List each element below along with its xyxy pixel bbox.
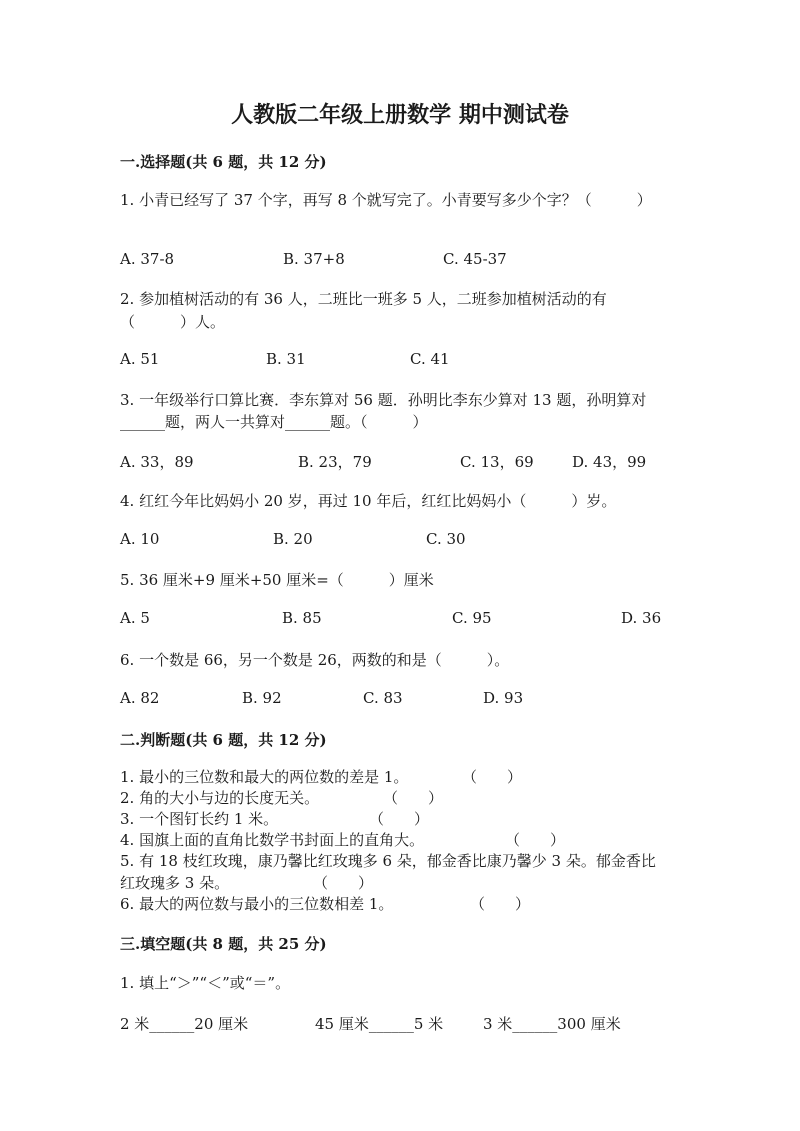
question-text: 2. 参加植树活动的有 36 人，二班比一班多 5 人，二班参加植树活动的有 (120, 290, 607, 308)
question-text-line2: ______题，两人一共算对______题。（ ） (120, 413, 428, 431)
judgment-item: 4. 国旗上面的直角比数学书封面上的直角大。 (120, 831, 425, 849)
question-text: 1. 小青已经写了 37 个字，再写 8 个就写完了。小青要写多少个字？（ ） (120, 191, 652, 209)
option-c: C. 95 (452, 609, 492, 627)
judgment-item: 2. 角的大小与边的长度无关。 (120, 789, 320, 807)
option-a: A. 82 (120, 689, 160, 707)
option-b: B. 37+8 (283, 250, 345, 268)
option-a: A. 33，89 (120, 453, 194, 471)
answer-blank: （ ） (505, 831, 566, 849)
option-d: D. 43，99 (572, 453, 647, 471)
page-title: 人教版二年级上册数学 期中测试卷 (231, 102, 569, 128)
answer-blank: （ ） (369, 810, 430, 828)
question-text: 4. 红红今年比妈妈小 20 岁，再过 10 年后，红红比妈妈小（ ）岁。 (120, 492, 617, 510)
option-b: B. 23，79 (298, 453, 372, 471)
option-d: D. 36 (621, 609, 662, 627)
question-text-line2: （ ）人。 (120, 313, 226, 331)
fill-blank-item: 3 米______300 厘米 (483, 1015, 621, 1033)
option-a: A. 37-8 (120, 250, 175, 268)
question-text: 3. 一年级举行口算比赛．李东算对 56 题．孙明比李东少算对 13 题，孙明算对 (120, 391, 647, 409)
option-c: C. 13，69 (460, 453, 534, 471)
option-d: D. 93 (483, 689, 524, 707)
answer-blank: （ ） (313, 874, 374, 892)
option-b: B. 92 (242, 689, 282, 707)
option-c: C. 41 (410, 350, 450, 368)
judgment-item: 1. 最小的三位数和最大的两位数的差是 1。 (120, 768, 409, 786)
option-b: B. 20 (273, 530, 313, 548)
option-b: B. 85 (282, 609, 322, 627)
answer-blank: （ ） (383, 789, 444, 807)
option-a: A. 5 (120, 609, 150, 627)
question-text: 1. 填上“＞”“＜”或“＝”。 (120, 974, 291, 992)
judgment-item: 6. 最大的两位数与最小的三位数相差 1。 (120, 895, 394, 913)
option-c: C. 30 (426, 530, 466, 548)
fill-blank-item: 2 米______20 厘米 (120, 1015, 249, 1033)
option-c: C. 83 (363, 689, 403, 707)
option-b: B. 31 (266, 350, 306, 368)
question-text: 6. 一个数是 66，另一个数是 26，两数的和是（ ）。 (120, 651, 510, 669)
judgment-item-line2: 红玫瑰多 3 朵。 (120, 874, 230, 892)
judgment-item: 3. 一个图钉长约 1 米。 (120, 810, 279, 828)
section-heading-judgment: 二.判断题(共 6 题，共 12 分) (120, 731, 327, 749)
question-text: 5. 36 厘米+9 厘米+50 厘米=（ ）厘米 (120, 571, 434, 589)
option-a: A. 10 (120, 530, 160, 548)
option-c: C. 45-37 (443, 250, 507, 268)
fill-blank-item: 45 厘米______5 米 (315, 1015, 444, 1033)
answer-blank: （ ） (470, 895, 531, 913)
answer-blank: （ ） (462, 768, 523, 786)
section-heading-choice: 一.选择题(共 6 题，共 12 分) (120, 153, 327, 171)
section-heading-fill: 三.填空题(共 8 题，共 25 分) (120, 935, 327, 953)
option-a: A. 51 (120, 350, 160, 368)
judgment-item: 5. 有 18 枝红玫瑰，康乃馨比红玫瑰多 6 朵，郁金香比康乃馨少 3 朵。郁金香比 (120, 852, 656, 870)
